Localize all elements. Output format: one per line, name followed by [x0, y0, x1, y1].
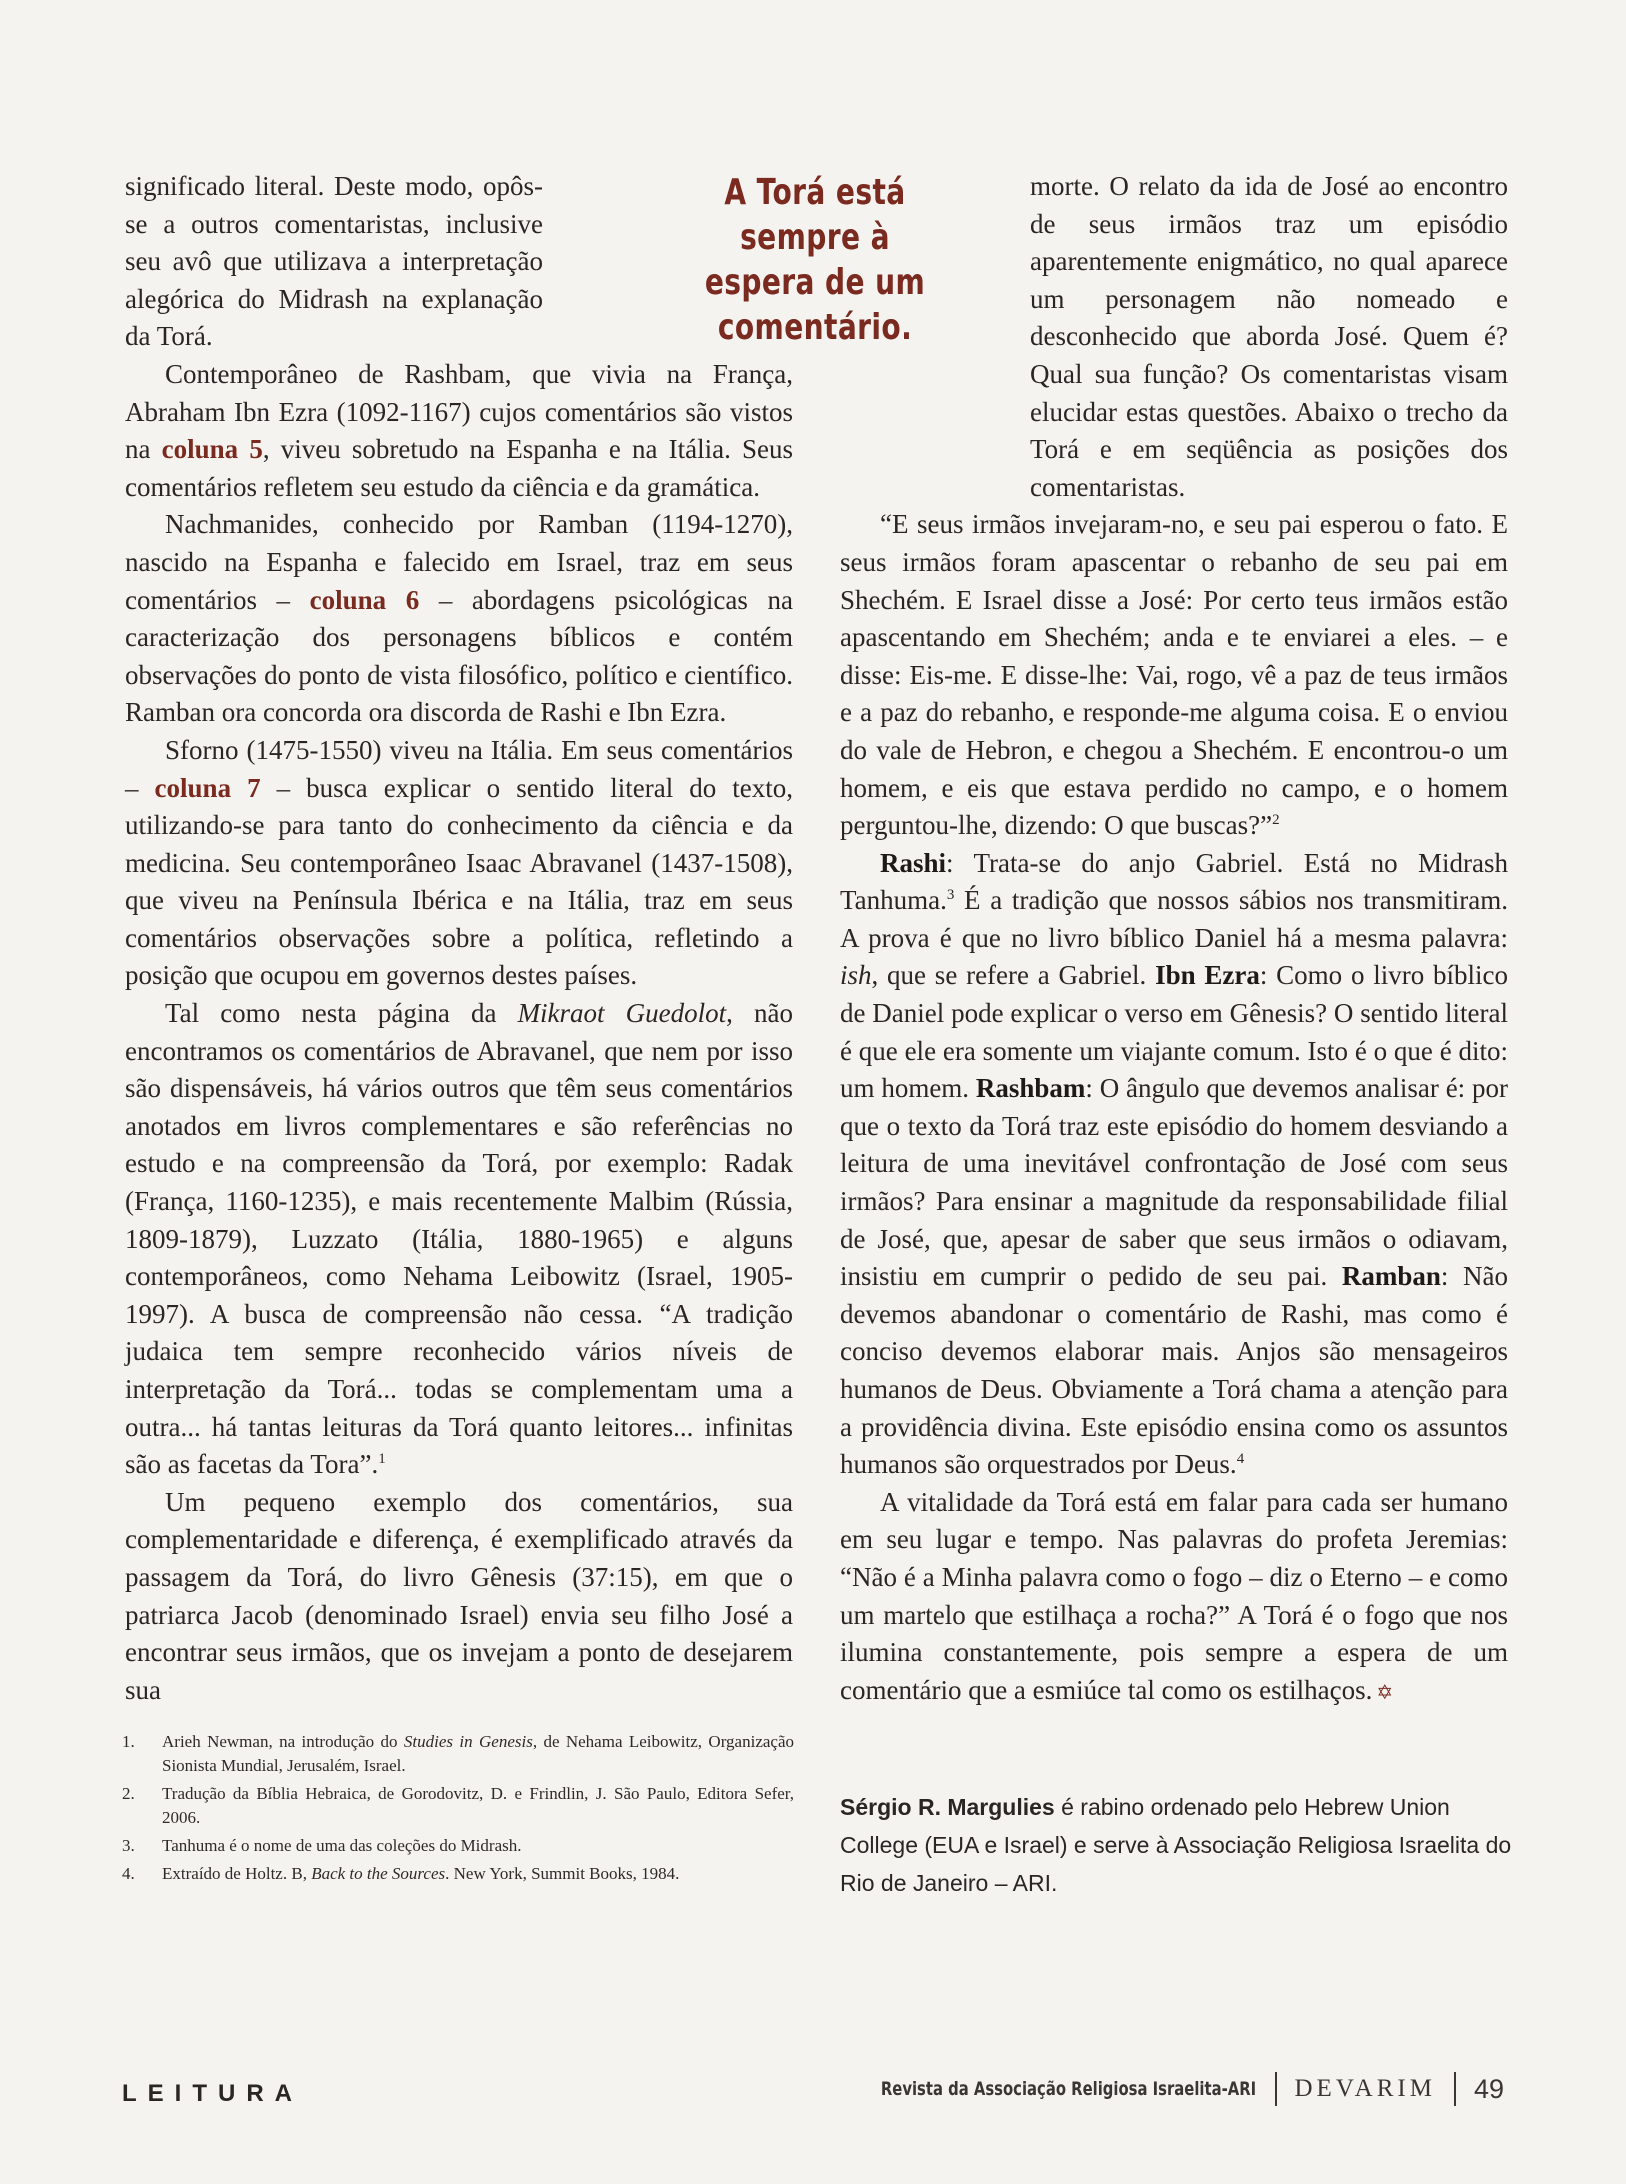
ramban-label: Ramban — [1341, 1261, 1441, 1292]
right-column — [840, 168, 1508, 1712]
left-paragraph-6: Um pequeno exemplo dos comentários, sua complementaridade e diferença, é exemplificado através da passagem da Torá, do livro Gênesis (37:15), em que o patriarca Jacob (denominado Israel) envia seu filho José a encontrar seus irmãos, que os invejam a ponto de desejarem sua — [125, 1486, 793, 1705]
commentators-paragraph: Rashi: Trata-se do anjo Gabriel. Está no Midrash Tanhuma.$^3$ É a tradição que nossos sábios nos transmitiram. A prova é que no livro bíblico Daniel há a mesma palavra: ish, que se refere a Gabriel. Ibn Ezra: Como o livro bíblico de Daniel pode explicar o verso em Gênesis? O sentido literal é que ele era somente um viajante comum. Isto é o que é dito: um homem. Rashbam: O ângulo que devemos analisar é: por que o texto da Torá traz este episódio do homem desviando a leitura de uma inevitável confrontação de José com seus irmãos? Para ensinar a magnitude da responsabilidade filial de José, que, apesar de saber que seus irmãos o odiavam, insistiu em cumprir o pedido de seu pai. Ramban: Não devemos abandonar o comentário de Rashi, mas como é conciso devemos elaborar mais. Anjos são mensageiros humanos de Deus. Obviamente a Torá chama a atenção para a providência divina. Este episódio ensina como os assuntos humanos são orquestrados por Deus.$^4$ — [840, 847, 1509, 1480]
star-of-david-icon: ✡ — [1376, 1681, 1394, 1704]
footnote: 2. Tradução da Bíblia Hebraica, de Gorodovitz, D. e Frindlin, J. São Paulo, Editora Sefer, 2006. — [122, 1784, 794, 1827]
left-paragraph-4: Sforno (1475-1550) viveu na Itália. Em seus comentários – coluna 7 – busca explicar o sentido literal do texto, utilizando-se para tanto do conhecimento da ciência e da medicina. Seu contemporâneo Isaac Abravanel (1437-1508), que viveu na Península Ibérica e na Itália, traz em seus comentários observações sobre a política, refletindo a posição que ocupou em governos destes países. — [125, 734, 794, 991]
footnote: 3. Tanhuma é o nome de uma das coleções do Midrash. — [122, 1836, 522, 1855]
footnote: 4. Extraído de Holtz. B, Back to the Sources. New York, Summit Books, 1984. — [122, 1864, 680, 1883]
rashbam-label: Rashbam — [975, 1073, 1086, 1104]
column-reference: coluna 6 — [309, 584, 420, 615]
footnote-ref: 3 — [946, 887, 955, 904]
ibn-ezra-label: Ibn Ezra — [1155, 960, 1260, 991]
section-label: LEITURA — [122, 2080, 303, 2107]
page-footer — [775, 2072, 1504, 2106]
left-paragraph-5: Tal como nesta página da Mikraot Guedolot, não encontramos os comentários de Abravanel, que nem por isso são dispensáveis, há vários outros que têm seus comentários anotados em livros complementares e são referências no estudo e na compreensão da Torá, por exemplo: Radak (França, 1160-1235), e mais recentemente Malbim (Rússia, 1809-1879), Luzzato (Itália, 1880-1965) e alguns contemporâneos, como Nehama Leibowitz (Israel, 1905-1997). A busca de compreensão não cessa. “A tradição judaica tem sempre reconhecido vários níveis de interpretação da Torá... todas se complementam uma a outra... há tantas leituras da Torá quanto leitores... infinitas são as facetas da Tora”.$^1$ — [125, 998, 793, 1480]
pull-quote: A Torá está sempre à espera de um comentário. — [704, 172, 926, 348]
column-reference: coluna 5 — [161, 434, 263, 465]
author-name: Sérgio R. Margulies — [840, 1794, 1055, 1820]
footnote-ref: 1 — [378, 1451, 386, 1468]
page-number: 49 — [1473, 2073, 1504, 2104]
author-bio: Sérgio R. Margulies é rabino ordenado pelo Hebrew Union College (EUA e Israel) e serve à Associação Religiosa Israelita do Rio de Janeiro – ARI. — [840, 1794, 1512, 1896]
footnote: 1. Arieh Newman, na introdução do Studies in Genesis, de Nehama Leibowitz, Organização Sionista Mundial, Jerusalém, Israel. — [122, 1732, 794, 1775]
left-paragraph-1: significado literal. Deste modo, opôs-se a outros comentaristas, inclusive seu avô que utilizava a interpretação alegórica do Midrash na explanação da Torá. — [125, 171, 543, 352]
left-paragraph-2: Contemporâneo de Rashbam, que vivia na França, Abraham Ibn Ezra (1092-1167) cujos comentários são vistos na coluna 5, viveu sobretudo na Espanha e na Itália. Seus comentários refletem seu estudo da ciência e da gramática. — [125, 358, 794, 502]
column-reference: coluna 7 — [154, 772, 261, 803]
divider — [1275, 2072, 1277, 2106]
closing-paragraph: A vitalidade da Torá está em falar para cada ser humano em seu lugar e tempo. Nas palavras do profeta Jeremias: “Não é a Minha palavra como o fogo – diz o Eterno – e como um martelo que estilhaça a rocha?” A Torá é o fogo que nos ilumina constantemente, pois sempre a espera de um comentário que a esmiúce tal como os estilhaços. ✡ — [840, 1486, 1508, 1705]
footnote-ref: 4 — [1236, 1451, 1245, 1468]
rashi-label: Rashi — [880, 847, 947, 878]
journal-name: Revista da Associação Religiosa Israelita-ARI — [881, 2078, 1257, 2100]
footnote-ref: 2 — [1272, 812, 1280, 829]
book-title: Mikraot Guedolot — [517, 998, 727, 1029]
left-column — [125, 168, 793, 1709]
divider — [1454, 2072, 1456, 2106]
right-paragraph-1: morte. O relato da ida de José ao encontro de seus irmãos traz um episódio aparentemente enigmático, no qual aparece um personagem não nomeado e desconhecido que aborda José. Quem é? Qual sua função? Os comentaristas visam elucidar estas questões. Abaixo o trecho da Torá e em seqüência as posições dos comentaristas. — [1030, 171, 1508, 502]
left-paragraph-3: Nachmanides, conhecido por Ramban (1194-1270), nascido na Espanha e falecido em Israel, traz em seus comentários – coluna 6 – abordagens psicológicas na caracterização dos personagens bíblicos e contém observações do ponto de vista filosófico, político e científico. Ramban ora concorda ora discorda de Rashi e Ibn Ezra. — [125, 509, 793, 728]
torah-quote: “E seus irmãos invejaram-no, e seu pai esperou o fato. E seus irmãos foram apascentar o rebanho de seu pai em Shechém. E Israel disse a José: Por certo teus irmãos estão apascentando em Shechém; anda e te enviarei a eles. – e disse: Eis-me. E disse-lhe: Vai, rogo, vê a paz de teus irmãos e a paz do rebanho, e responde-me alguma coisa. E o enviou do vale de Hebron, e chegou a Shechém. E encontrou-o um homem, e eis que estava perdido no campo, e o homem perguntou-lhe, dizendo: O que buscas?”$^2$ — [840, 509, 1508, 841]
footnotes — [122, 1730, 794, 1890]
magazine-name: DEVARIM — [1294, 2075, 1436, 2102]
